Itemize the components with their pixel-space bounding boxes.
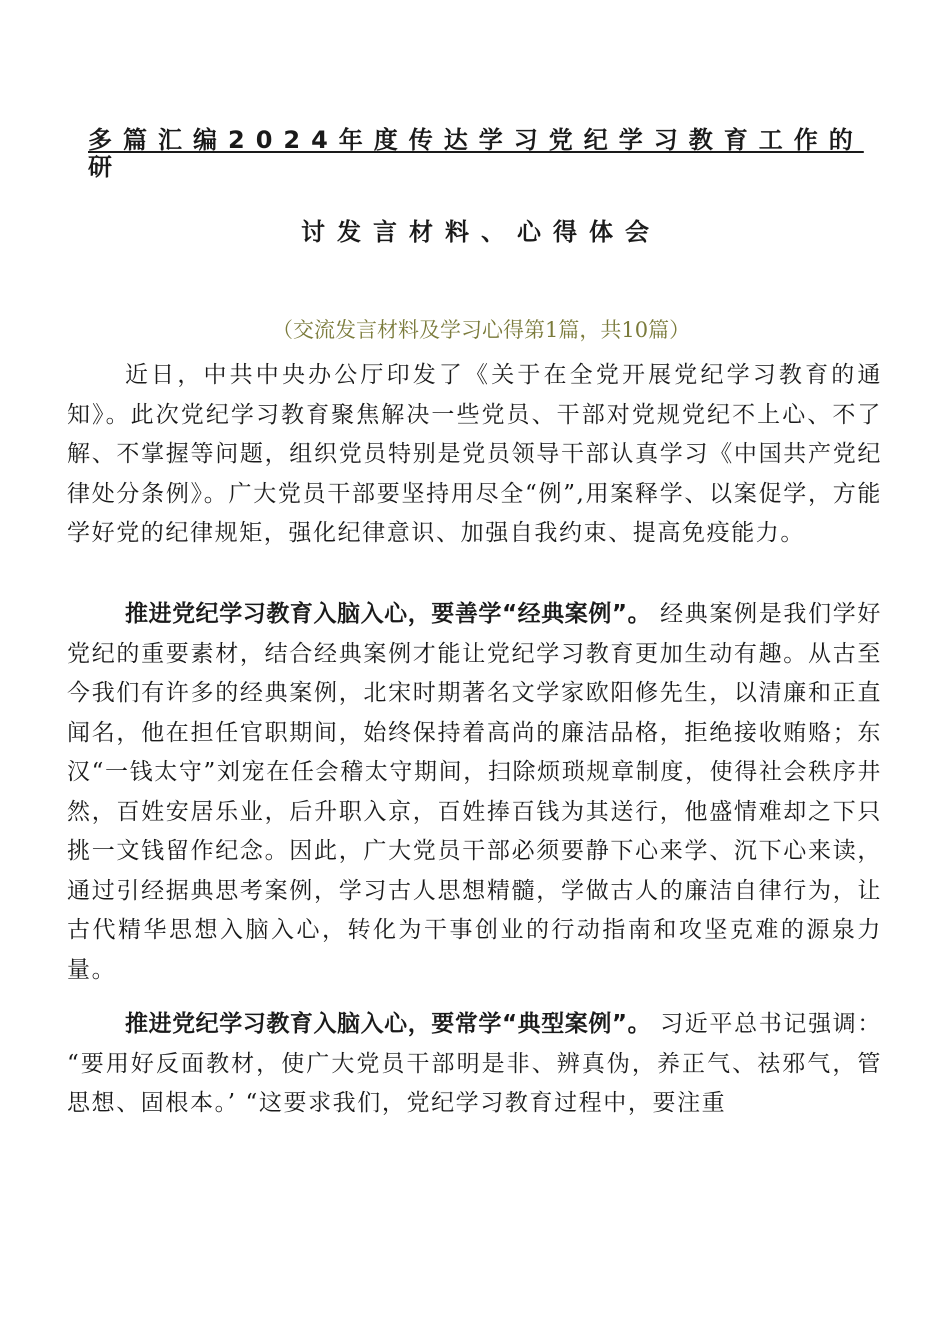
paragraph-text: 习近平总书记强调： “要用好反面教材，使广大党员干部明是非、辨真伪，养正气、祛邪气，管思想、固根本。’ “这要求我们，党纪学习教育过程中，要注重: [67, 1011, 883, 1116]
paragraph-text: 近日，中共中央办公厅印发了《关于在全党开展党纪学习教育的通知》。此次党纪学习教育聚焦解决一些党员、干部对党规党纪不上心、不了解、不掌握等问题，组织党员特别是党员领导干部认真学习《中国共产党纪律处分条例》。广大党员干部要坚持用尽全“例”,用案释学、以案促学，方能学好党的纪律规矩，强化纪律意识、加强自我约束、提高免疫能力。: [67, 362, 882, 546]
paragraph-text: 经典案例是我们学好党纪的重要素材，结合经典案例才能让党纪学习教育更加生动有趣。从古至今我们有许多的经典案例，北宋时期著名文学家欧阳修先生，以清廉和正直闻名，他在担任官职期间，始终保持着高尚的廉洁品格，拒绝接收贿赂；东汉“一钱太守”刘宠在任会稽太守期间，扫除烦琐规章制度，使得社会秩序井然，百姓安居乐业，后升职入京，百姓捧百钱为其送行，他盛情难却之下只挑一文钱留作纪念。因此，广大党员干部必须要静下心来学、沉下心来读，通过引经据典思考案例，学习古人思想精髓，学做古人的廉洁自律行为，让古代精华思想入脑入心，转化为干事创业的行动指南和攻坚克难的源泉力量。: [67, 601, 883, 983]
paragraph-lead: 推进党纪学习教育入脑入心，要善学“经典案例”。: [125, 601, 652, 627]
paragraph-classic-cases: [67, 595, 882, 990]
document-title-line-1: 多篇汇编2024年度传达学习党纪学习教育工作的: [88, 126, 864, 154]
paragraph-intro: [67, 356, 882, 554]
document-title-line-1-wrap: 研: [88, 153, 112, 181]
document-subtitle: （交流发言材料及学习心得第1篇，共10篇）: [272, 318, 691, 342]
document-title-line-2: 讨发言材料、心得体会: [301, 218, 661, 246]
paragraph-lead: 推进党纪学习教育入脑入心，要常学“典型案例”。: [125, 1011, 652, 1037]
paragraph-typical-cases: [67, 1005, 882, 1124]
